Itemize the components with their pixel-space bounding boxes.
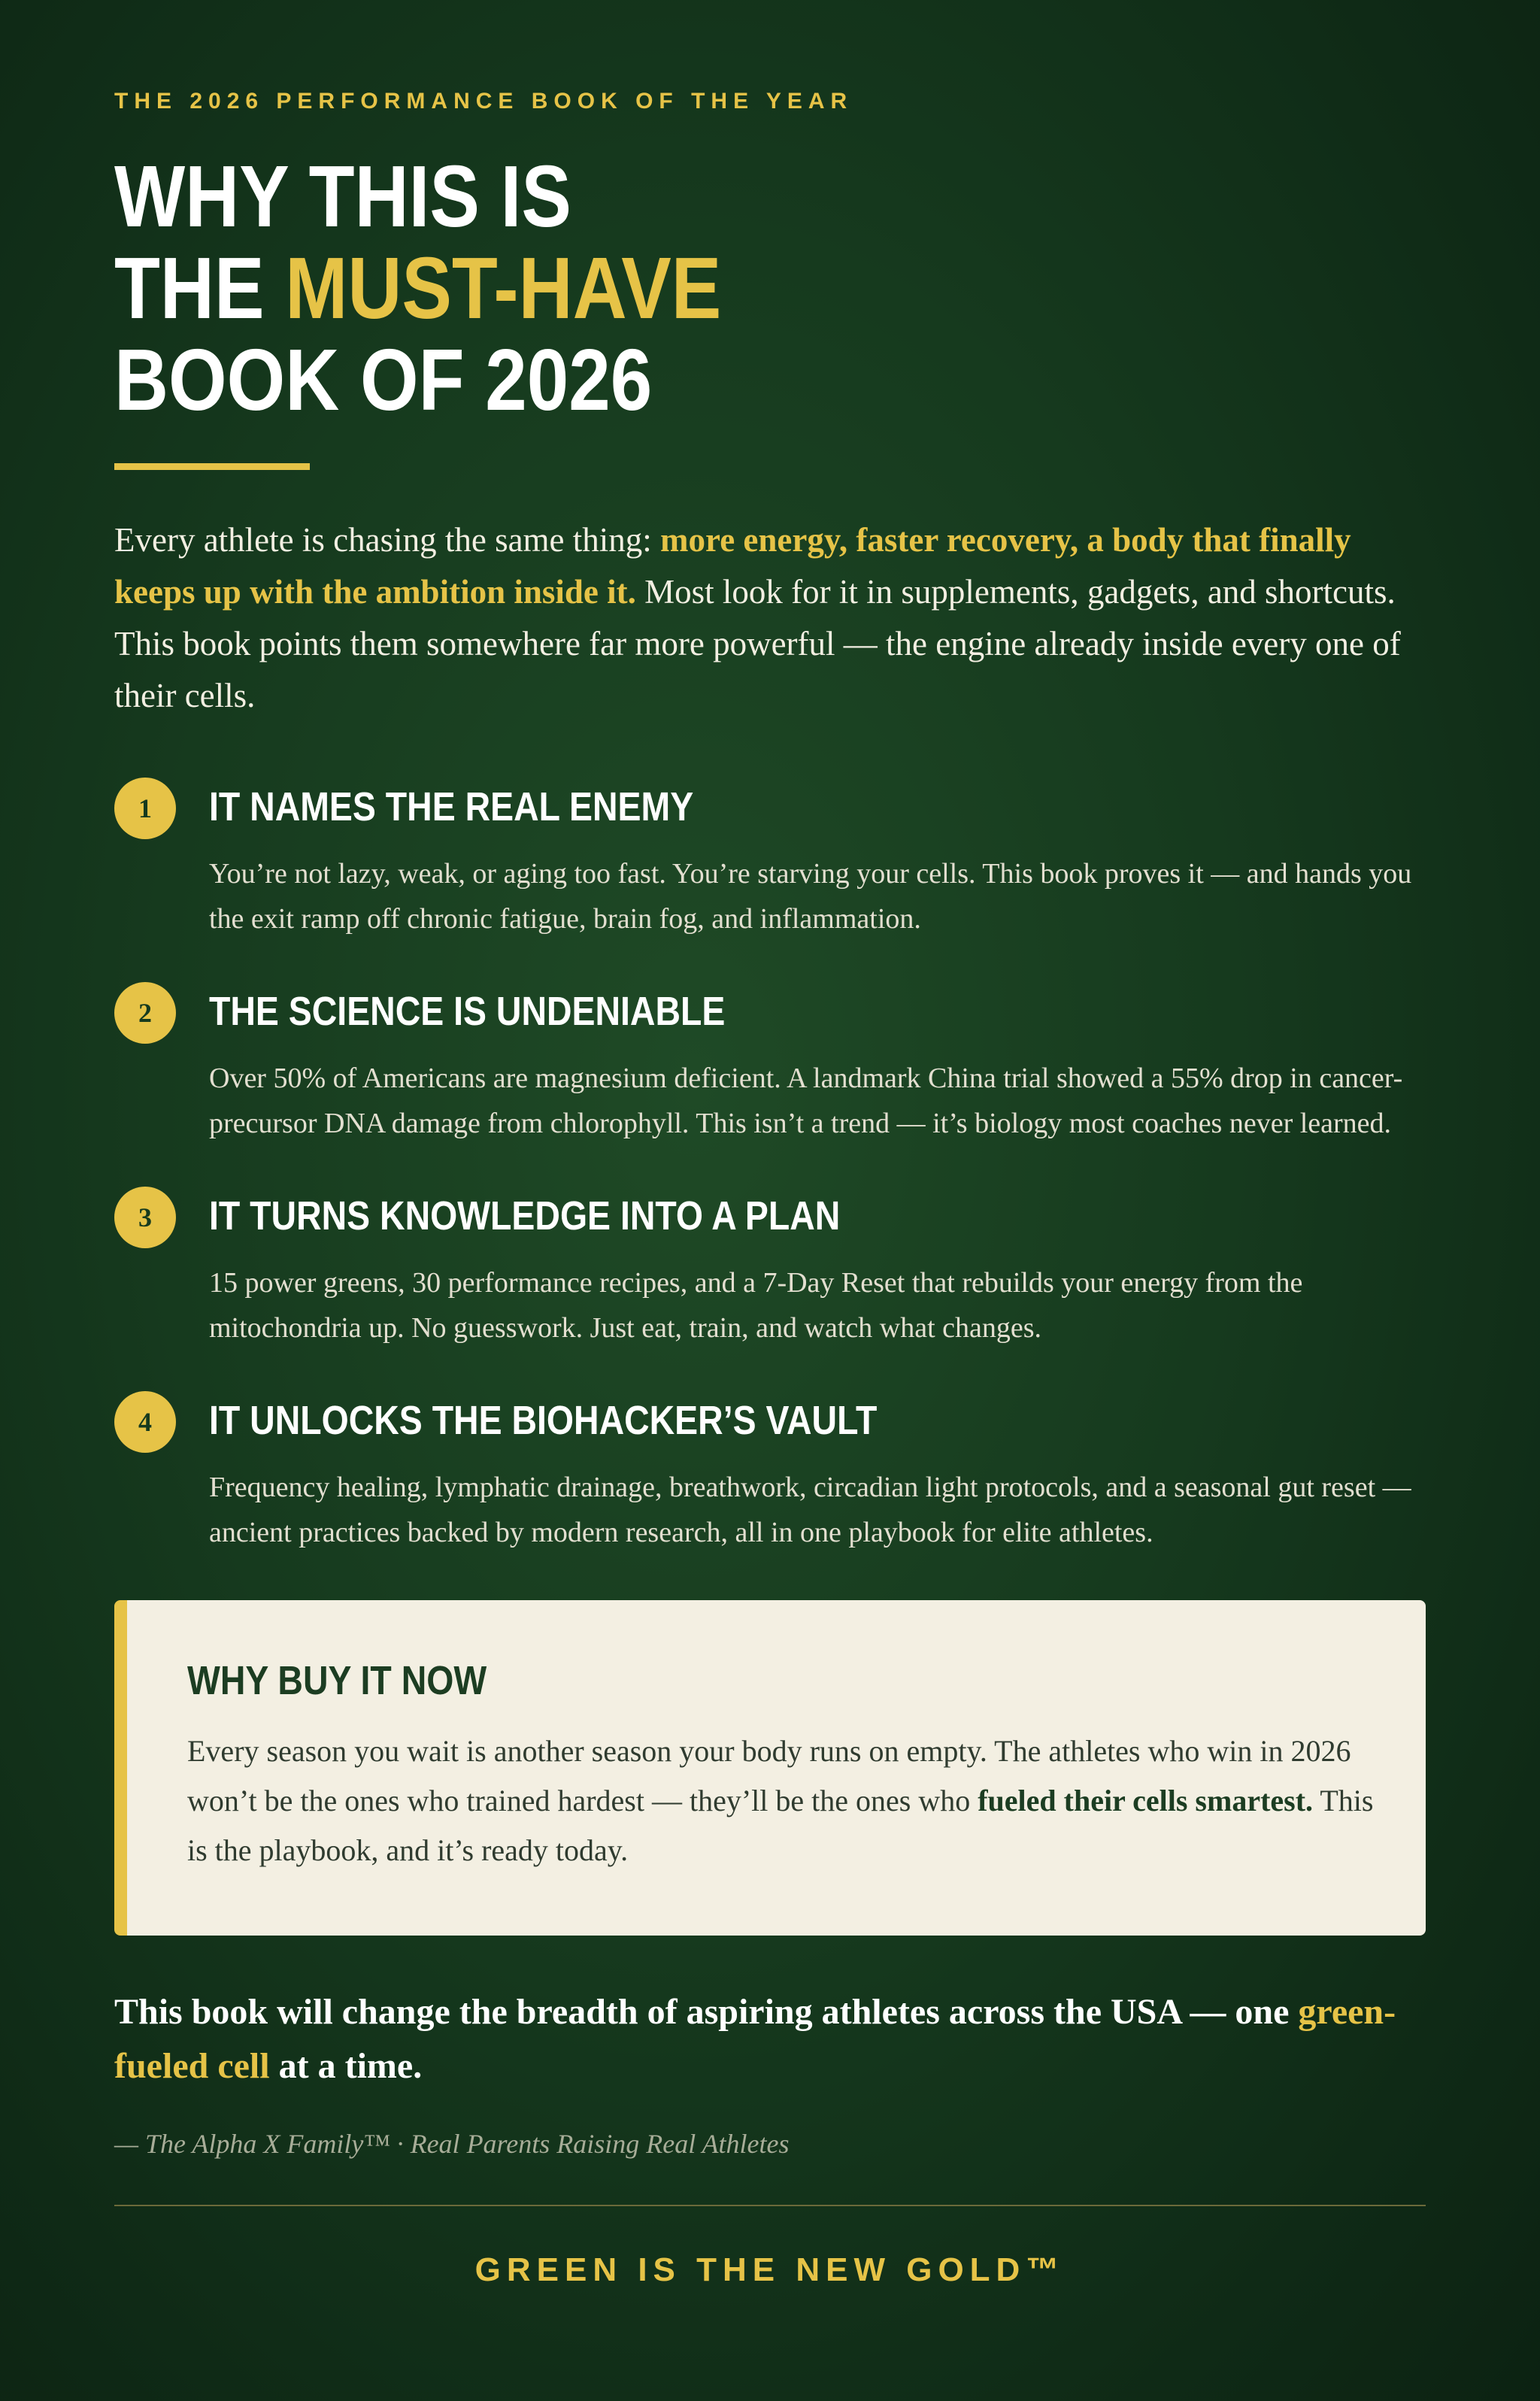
headline-accent: MUST-HAVE: [285, 239, 722, 337]
intro-paragraph: [114, 514, 1426, 722]
reason-body: Over 50% of Americans are magnesium deficient. A landmark China trial showed a 55% drop in cancer-precursor DNA damage from chlorophyll. This isn’t a trend — it’s biology most coaches never learned.: [209, 1063, 1403, 1139]
intro-rest: Most look for it in supplements, gadgets, and shortcuts. This book points them somewhere far more powerful — the engine already inside every one of their cells.: [114, 573, 1401, 714]
reason-body: 15 power greens, 30 performance recipes, and a 7-Day Reset that rebuilds your energy from the mitochondria up. No guesswork. Just eat, train, and watch what changes.: [209, 1267, 1303, 1344]
callout-body: [187, 1726, 1390, 1875]
reason-item: [114, 979, 1426, 1184]
reason-title: IT UNLOCKS THE BIOHACKER’S VAULT: [209, 1398, 878, 1443]
closing-lead: This book will change the breadth of aspiring athletes across the USA — one: [114, 1992, 1299, 2032]
reason-body: You’re not lazy, weak, or aging too fast. You’re starving your cells. This book proves it — and hands you the exit ramp off chronic fatigue, brain fog, and inflammation.: [209, 858, 1412, 935]
signature-line: — The Alpha X Family™ · Real Parents Raising Real Athletes: [114, 2129, 790, 2159]
headline: [114, 147, 722, 429]
footer-tagline: GREEN IS THE NEW GOLD™: [474, 2251, 1066, 2288]
footer-divider: [114, 2205, 1426, 2206]
eyebrow-label: THE 2026 PERFORMANCE BOOK OF THE YEAR: [114, 89, 853, 114]
headline-line-3: BOOK OF 2026: [114, 331, 653, 429]
reason-number-badge: 2: [114, 982, 176, 1044]
intro-highlight: more energy, faster recovery, a body that finally keeps up with the ambition inside it.: [114, 521, 1351, 611]
reason-number-badge: 3: [114, 1187, 176, 1248]
headline-underline: [114, 463, 310, 470]
callout-tail: This is the playbook, and it’s ready today.: [187, 1784, 1374, 1867]
callout-lead: Every season you wait is another season your body runs on empty. The athletes who win in 2026 won’t be the ones who trained hardest — they’ll be the ones who: [187, 1734, 1351, 1817]
reason-number-badge: 4: [114, 1391, 176, 1453]
headline-line-2: [114, 239, 722, 337]
reason-item: [114, 1184, 1426, 1388]
reason-title: IT NAMES THE REAL ENEMY: [209, 784, 694, 829]
reason-item: [114, 1388, 1426, 1593]
reason-title: THE SCIENCE IS UNDENIABLE: [209, 989, 726, 1034]
intro-lead: Every athlete is chasing the same thing:: [114, 521, 661, 559]
callout-title: WHY BUY IT NOW: [187, 1658, 487, 1703]
closing-tail: at a time.: [269, 2046, 423, 2086]
reason-title: IT TURNS KNOWLEDGE INTO A PLAN: [209, 1193, 841, 1238]
headline-line-1: WHY THIS IS: [114, 147, 571, 245]
callout-strong: fueled their cells smartest.: [978, 1784, 1314, 1817]
why-buy-now-callout: [114, 1600, 1426, 1936]
closing-statement: [114, 1985, 1426, 2093]
reason-body: Frequency healing, lymphatic drainage, breathwork, circadian light protocols, and a seasonal gut reset — ancient practices backed by modern research, all in one playbook for elite athletes.: [209, 1472, 1411, 1548]
closing-highlight: green-fueled cell: [114, 1992, 1396, 2086]
headline-line-2-prefix: THE: [114, 239, 286, 337]
reasons-list: [114, 775, 1426, 1593]
reason-item: [114, 775, 1426, 979]
reason-number-badge: 1: [114, 778, 176, 839]
